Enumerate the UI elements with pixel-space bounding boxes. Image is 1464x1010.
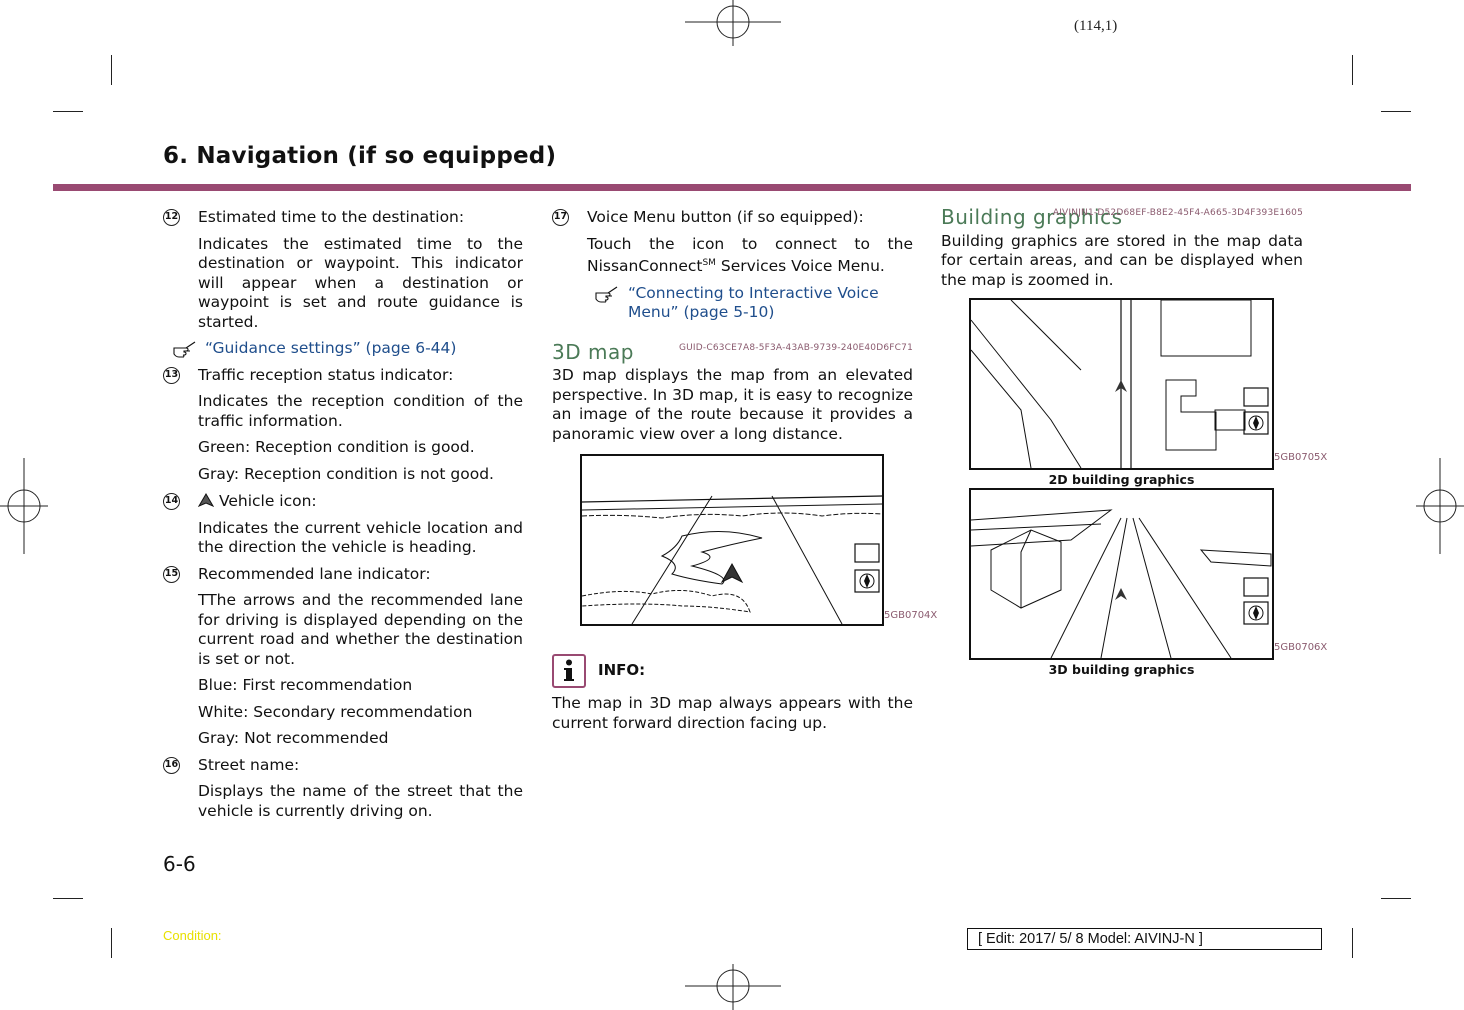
info-icon bbox=[552, 654, 586, 688]
figure-code: 5GB0705X bbox=[1274, 452, 1328, 463]
section-heading-building-graphics bbox=[941, 205, 1303, 229]
page-code: (114,1) bbox=[1074, 18, 1118, 34]
section-guid: AIVINJN1-D52D68EF-B8E2-45F4-A665-3D4F393E1605 bbox=[1052, 208, 1303, 218]
section-body: Building graphics are stored in the map data for certain areas, and can be displayed when the map is zoomed in. bbox=[941, 231, 1303, 289]
item-number-badge: 15 bbox=[163, 566, 180, 583]
item-title: Street name: bbox=[198, 755, 300, 774]
item-description bbox=[552, 235, 913, 277]
figure-caption: 3D building graphics bbox=[1048, 662, 1195, 677]
section-title: 3D map bbox=[552, 339, 634, 364]
item-description: Displays the name of the street that the vehicle is currently driving on. bbox=[198, 782, 523, 820]
crop-mark bbox=[1352, 55, 1353, 85]
info-text: The map in 3D map always appears with the current forward direction facing up. bbox=[552, 694, 913, 732]
section-body: 3D map displays the map from an elevated perspective. In 3D map, it is easy to recognize an image of the route because it provides a panoramic view over a long distance. bbox=[552, 366, 913, 443]
chapter-title: 6. Navigation (if so equipped) bbox=[163, 143, 557, 169]
description-part: Touch the icon to connect to the NissanConnect bbox=[587, 234, 913, 276]
item-description: Indicates the current vehicle location and the direction the vehicle is heading. bbox=[198, 518, 523, 556]
description-part: Services Voice Menu. bbox=[715, 257, 885, 276]
crop-mark bbox=[53, 111, 83, 112]
condition-label: Condition: bbox=[163, 928, 222, 943]
item-title: Vehicle icon: bbox=[218, 492, 317, 510]
status-gray-text: Gray: Reception condition is not good. bbox=[198, 464, 494, 483]
item-number-badge: 14 bbox=[163, 493, 180, 510]
middle-column bbox=[552, 208, 938, 733]
item-number-badge: 17 bbox=[552, 209, 569, 226]
lane-white-text: White: Secondary recommendation bbox=[198, 702, 473, 721]
figure-2d-building bbox=[969, 298, 1274, 470]
registration-mark-right bbox=[1416, 458, 1464, 554]
item-number-badge: 16 bbox=[163, 757, 180, 774]
registration-mark-bottom bbox=[685, 964, 781, 1010]
lane-blue-text: Blue: First recommendation bbox=[198, 676, 413, 694]
chapter-divider bbox=[53, 184, 1411, 191]
item-title: Estimated time to the destination: bbox=[198, 208, 465, 226]
item-16 bbox=[163, 756, 523, 776]
section-guid: GUID-C63CE7A8-5F3A-43AB-9739-240E40D6FC71 bbox=[678, 342, 913, 353]
figure-3d-building bbox=[969, 488, 1274, 660]
crop-mark bbox=[1381, 898, 1411, 899]
page-number: 6-6 bbox=[163, 852, 196, 876]
reference-text: “Connecting to Interactive Voice Menu” (page 5-10) bbox=[628, 283, 879, 322]
item-14 bbox=[163, 492, 523, 512]
right-column bbox=[941, 205, 1328, 677]
lane-gray-text: Gray: Not recommended bbox=[198, 729, 389, 747]
cross-reference-link[interactable] bbox=[552, 284, 913, 323]
item-title: Voice Menu button (if so equipped): bbox=[587, 208, 864, 226]
item-15 bbox=[163, 565, 523, 585]
section-heading-3d-map bbox=[552, 339, 913, 363]
figure-code: 5GB0706X bbox=[1274, 642, 1328, 653]
registration-mark-left bbox=[0, 458, 48, 554]
edit-info-box: [ Edit: 2017/ 5/ 8 Model: AIVINJ-N ] bbox=[967, 928, 1322, 950]
figure-code: 5GB0704X bbox=[884, 610, 938, 622]
crop-mark bbox=[111, 55, 112, 85]
info-block bbox=[552, 654, 913, 688]
pointing-hand-icon bbox=[173, 339, 197, 359]
left-column bbox=[163, 208, 523, 828]
section-title: Building graphics bbox=[941, 205, 1123, 229]
crop-mark bbox=[111, 928, 112, 958]
item-number-badge: 13 bbox=[163, 367, 180, 384]
item-12 bbox=[163, 208, 523, 228]
vehicle-icon bbox=[198, 493, 214, 507]
service-mark: SM bbox=[702, 258, 716, 268]
status-green-text: Green: Reception condition is good. bbox=[198, 438, 475, 456]
crop-mark bbox=[53, 898, 83, 899]
item-description: Indicates the reception condition of the traffic information. bbox=[198, 392, 523, 430]
cross-reference-link[interactable] bbox=[163, 339, 523, 359]
item-13 bbox=[163, 366, 523, 386]
item-description: TThe arrows and the recommended lane for driving is displayed depending on the current road and whether the destination is set or not. bbox=[198, 591, 523, 668]
item-title: Traffic reception status indicator: bbox=[198, 365, 454, 384]
crop-mark bbox=[1381, 111, 1411, 112]
figure-3d-map bbox=[580, 454, 884, 626]
reference-text: “Guidance settings” (page 6-44) bbox=[205, 339, 457, 357]
crop-mark bbox=[1352, 928, 1353, 958]
registration-mark-top bbox=[685, 0, 781, 46]
map-illustration-3d-building bbox=[971, 490, 1272, 658]
item-title: Recommended lane indicator: bbox=[198, 564, 431, 583]
map-illustration-2d bbox=[971, 300, 1272, 468]
item-17 bbox=[552, 208, 913, 228]
map-illustration-3d bbox=[582, 456, 882, 624]
figure-caption: 2D building graphics bbox=[1048, 472, 1195, 487]
item-description: Indicates the estimated time to the destination or waypoint. This indicator will appear when a destination or waypoint is set and route guidance is started. bbox=[198, 234, 523, 331]
pointing-hand-icon bbox=[595, 284, 619, 304]
item-number-badge: 12 bbox=[163, 209, 180, 226]
info-label: INFO: bbox=[598, 661, 646, 680]
